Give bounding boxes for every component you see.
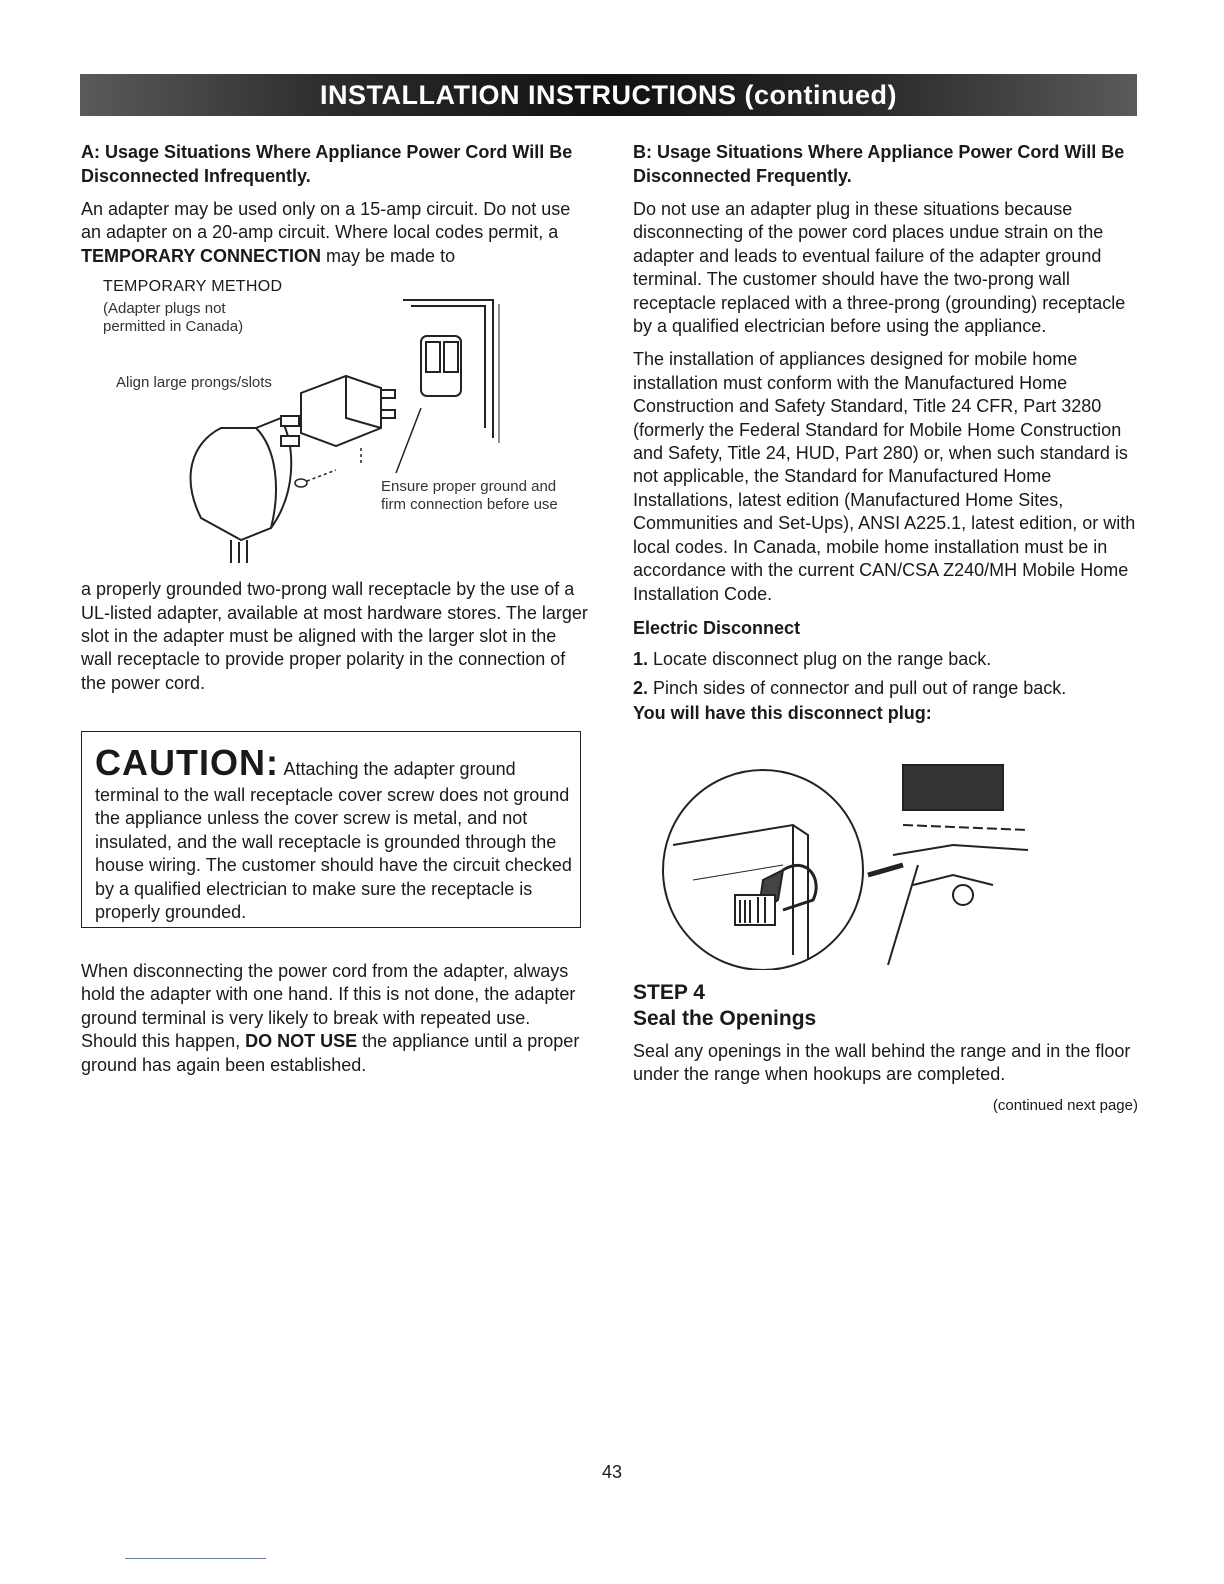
ground-connection-label: Ensure proper ground and firm connection before use <box>381 478 558 514</box>
step-text: Pinch sides of connector and pull out of range back. <box>653 678 1067 699</box>
step-text: Locate disconnect plug on the range back. <box>653 648 992 669</box>
canada-note: (Adapter plugs not permitted in Canada) <box>103 300 244 336</box>
disconnect-plug-figure <box>633 735 1138 970</box>
no-adapter-paragraph: Do not use an adapter plug in these situations because disconnecting of the power cord places undue strain on the adapter and leads to eventual failure of the adapter ground terminal. The customer should have the two-prong wall receptacle replaced with a three-prong (grounding) receptacle by a qualified electrician before using the appliance. <box>633 199 1126 337</box>
receptacle-paragraph: a properly grounded two-prong wall receptacle by the use of a UL-listed adapter, available at most hardware stores. The larger slot in the adapter must be aligned with the larger slot in the wall receptacle to provide proper polarity in the connection of the power cord. <box>81 579 588 693</box>
plug-heading: You will have this disconnect plug: <box>633 702 932 723</box>
wall-receptacle <box>403 300 499 443</box>
disconnect-text-2: the appliance until a proper ground has again been established. <box>81 1031 580 1075</box>
step-title: Seal the Openings <box>633 1006 817 1030</box>
range-top <box>903 765 1003 810</box>
step-4-section <box>633 980 1138 1114</box>
step-label: STEP 4 <box>633 980 705 1004</box>
disconnect-text-1: When disconnecting the power cord from the adapter, always hold the adapter with one hand. If this is not done, the adapter ground terminal is very likely to break with repeated use. Should this happen, <box>81 961 576 1052</box>
step-item <box>633 648 1138 671</box>
caution-lead: Attaching the adapter ground <box>283 759 516 779</box>
disconnect-plug-illustration <box>633 735 1138 970</box>
plug <box>191 416 299 563</box>
electric-disconnect-heading: Electric Disconnect <box>633 617 801 638</box>
disconnect-steps <box>633 648 1138 701</box>
disconnect-paragraph <box>81 960 586 1077</box>
section-banner <box>80 74 1137 116</box>
adapter <box>301 376 395 446</box>
do-not-use: DO NOT USE <box>245 1031 358 1052</box>
intro-text-1: An adapter may be used only on a 15-amp circuit. Do not use an adapter on a 20-amp circuit. Where local codes permit, a <box>81 199 571 243</box>
step-number: 1. <box>633 648 649 669</box>
intro-text-2: may be made to <box>321 245 456 266</box>
magnified-circle <box>663 770 863 970</box>
right-column <box>633 140 1138 1114</box>
page-number: 43 <box>601 1462 623 1482</box>
heading-b: B: Usage Situations Where Appliance Power Cord Will Be Disconnected Frequently. <box>633 142 1125 186</box>
mobile-home-paragraph: The installation of appliances designed for mobile home installation must conform with the Manufactured Home Construction and Safety Standard, Title 24 CFR, Part 3280 (formerly the Federal Standard for Mobile Home Construction and Safety, Title 24, HUD, Part 280) or, when such standard is not applicable, the Standard for Manufactured Home Installations, latest edition (Manufactured Home Sites, Communities and Set-Ups), ANSI A225.1, latest edition, or with local codes. In Canada, mobile home installation must be in accordance with the current CAN/CSA Z240/MH Mobile Home Installation Code. <box>633 349 1136 604</box>
adapter-figure <box>81 278 591 578</box>
caution-box <box>81 731 581 928</box>
adapter-illustration <box>81 278 591 578</box>
temporary-method-label: TEMPORARY METHOD <box>103 278 283 296</box>
intro-bold: TEMPORARY CONNECTION <box>81 245 322 266</box>
footer-rule <box>125 1558 266 1559</box>
continued-note: (continued next page) <box>992 1096 1138 1114</box>
adapter-intro <box>81 198 591 268</box>
step-number: 2. <box>633 678 649 699</box>
banner-title: INSTALLATION INSTRUCTIONS (continued) <box>320 79 897 110</box>
range-back-panel <box>673 825 808 960</box>
pointer-arrow <box>868 865 903 875</box>
left-column <box>81 140 591 705</box>
align-prongs-label: Align large prongs/slots <box>116 374 272 392</box>
disconnect-plug <box>735 895 775 925</box>
caution-body: terminal to the wall receptacle cover screw does not ground the appliance unless the cover screw is metal, and not insulated, and the wall receptacle is grounded through the house wiring. The customer should have the circuit checked by a qualified electrician to make sure the receptacle is properly grounded. <box>95 785 572 923</box>
step-text: Seal any openings in the wall behind the range and in the floor under the range when hookups are completed. <box>633 1040 1131 1085</box>
caution-title: CAUTION: <box>95 742 279 783</box>
heading-a: A: Usage Situations Where Appliance Power Cord Will Be Disconnected Infrequently. <box>81 142 573 186</box>
step-item <box>633 677 1138 700</box>
